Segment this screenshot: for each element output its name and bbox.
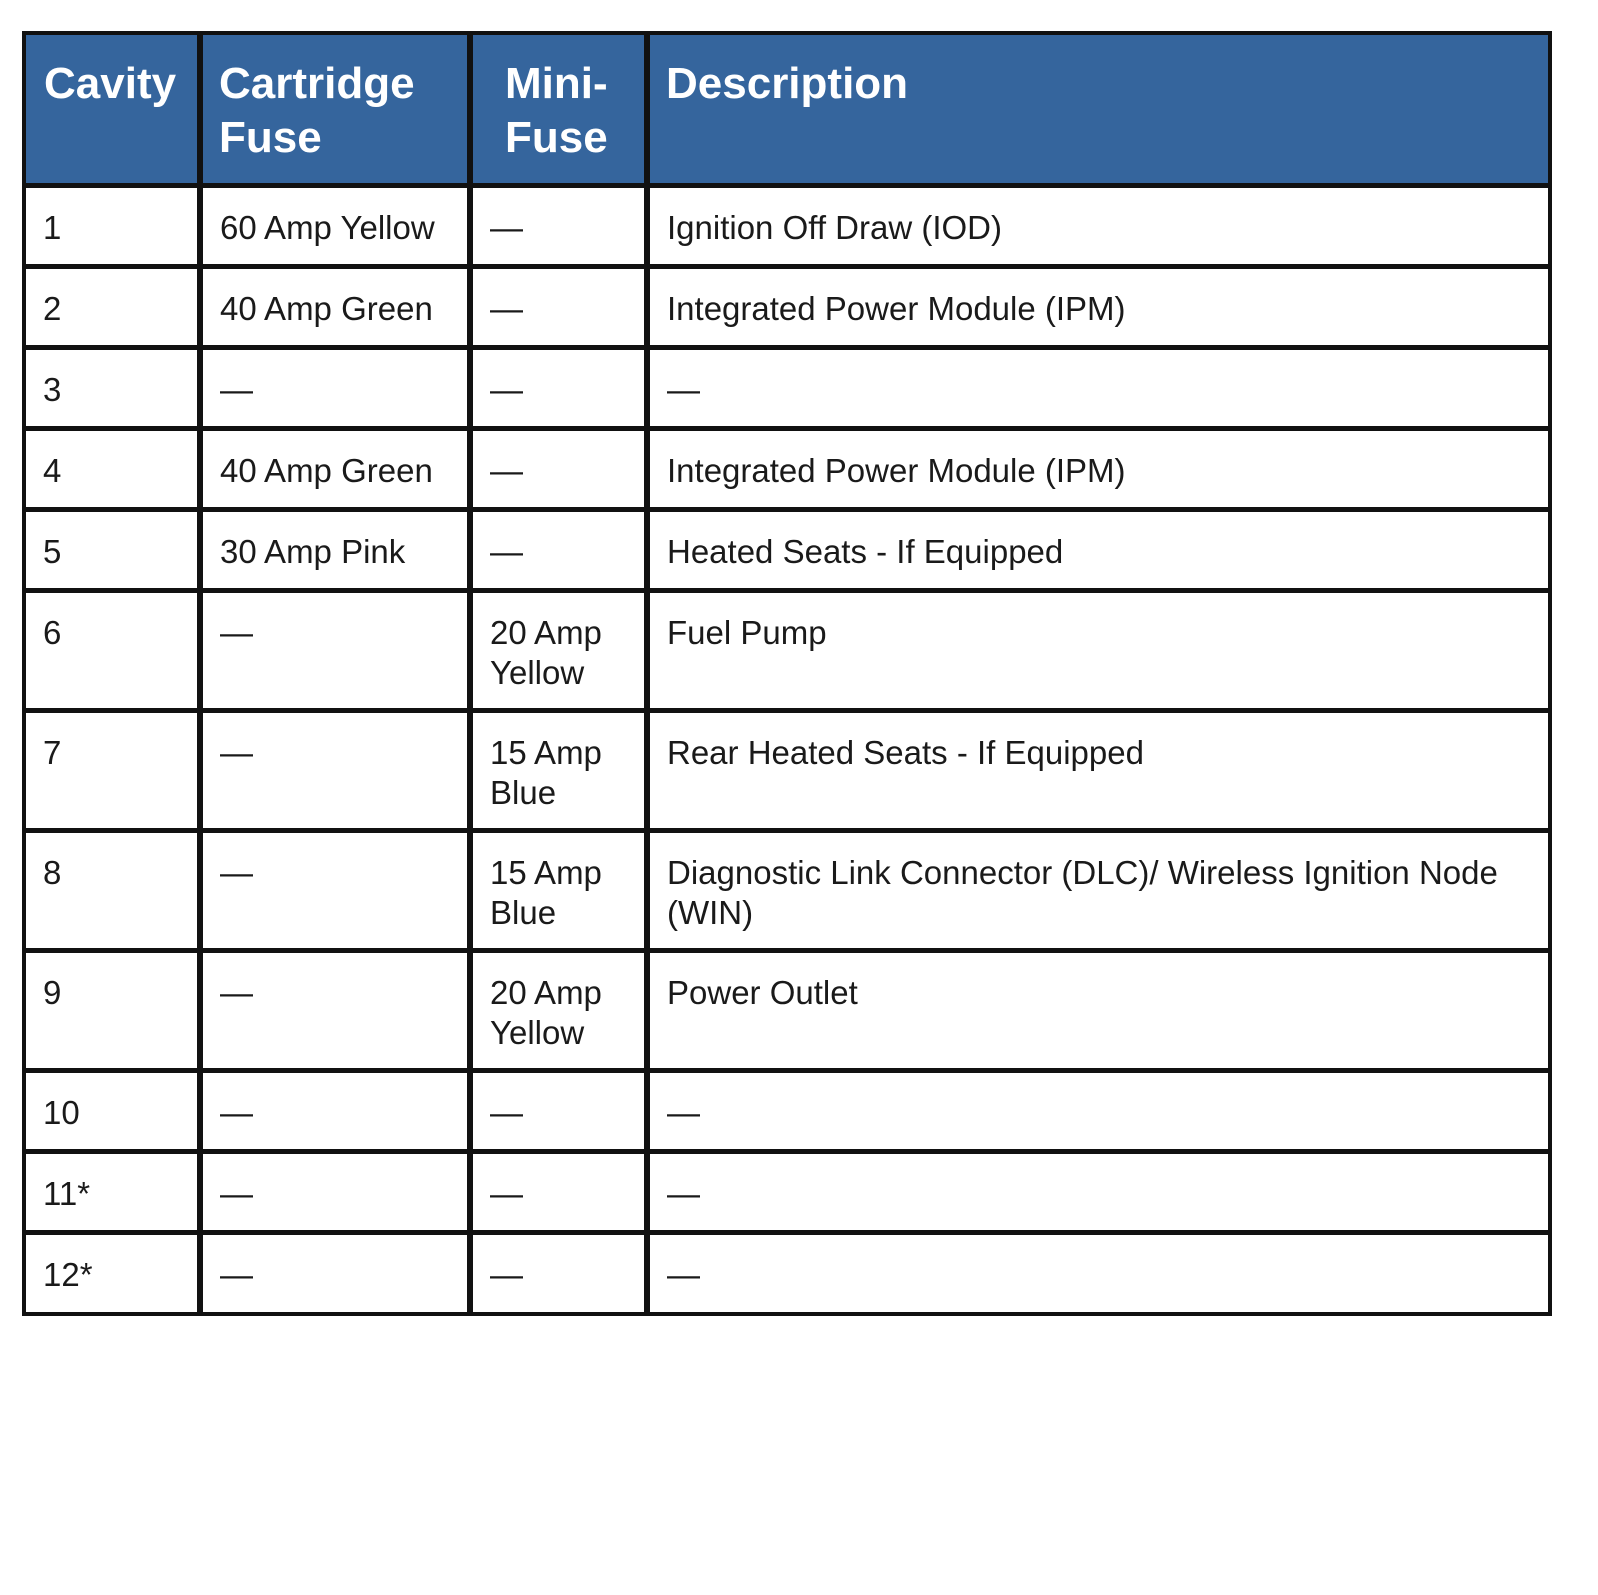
table-row (24, 1152, 1550, 1233)
cell-cavity: 1 (24, 186, 200, 267)
table-row (24, 591, 1550, 711)
cell-mini-fuse: — (470, 510, 647, 591)
table-row (24, 1071, 1550, 1152)
table-row (24, 186, 1550, 267)
cell-description: Rear Heated Seats - If Equipped (647, 711, 1550, 831)
cell-description: Heated Seats - If Equipped (647, 510, 1550, 591)
cell-cavity: 6 (24, 591, 200, 711)
table-row (24, 951, 1550, 1071)
table-row (24, 1233, 1550, 1314)
header-cavity: Cavity (24, 33, 200, 186)
cell-cavity: 9 (24, 951, 200, 1071)
cell-cavity: 12* (24, 1233, 200, 1314)
cell-cartridge-fuse: — (200, 348, 470, 429)
cell-description: Ignition Off Draw (IOD) (647, 186, 1550, 267)
cell-cavity: 3 (24, 348, 200, 429)
table-row (24, 510, 1550, 591)
header-cartridge-fuse: Cartridge Fuse (200, 33, 470, 186)
cell-mini-fuse: — (470, 1152, 647, 1233)
cell-cavity: 8 (24, 831, 200, 951)
cell-description: Power Outlet (647, 951, 1550, 1071)
fuse-table (22, 31, 1552, 1316)
cell-cartridge-fuse: — (200, 591, 470, 711)
cell-mini-fuse: — (470, 267, 647, 348)
table-row (24, 267, 1550, 348)
cell-mini-fuse: — (470, 429, 647, 510)
cell-mini-fuse: 15 Amp Blue (470, 711, 647, 831)
header-description: Description (647, 33, 1550, 186)
cell-cavity: 4 (24, 429, 200, 510)
cell-description: — (647, 1071, 1550, 1152)
cell-mini-fuse: — (470, 1071, 647, 1152)
cell-cartridge-fuse: 30 Amp Pink (200, 510, 470, 591)
cell-mini-fuse: — (470, 348, 647, 429)
cell-description: Diagnostic Link Connector (DLC)/ Wireless Ignition Node (WIN) (647, 831, 1550, 951)
cell-cartridge-fuse: 40 Amp Green (200, 429, 470, 510)
cell-description: Integrated Power Module (IPM) (647, 429, 1550, 510)
cell-cartridge-fuse: — (200, 1233, 470, 1314)
cell-description: Fuel Pump (647, 591, 1550, 711)
table-row (24, 831, 1550, 951)
cell-mini-fuse: 15 Amp Blue (470, 831, 647, 951)
cell-description: — (647, 1233, 1550, 1314)
table-row (24, 348, 1550, 429)
cell-cavity: 5 (24, 510, 200, 591)
cell-mini-fuse: 20 Amp Yellow (470, 951, 647, 1071)
table-row (24, 711, 1550, 831)
cell-cavity: 2 (24, 267, 200, 348)
cell-cartridge-fuse: — (200, 711, 470, 831)
cell-cartridge-fuse: 60 Amp Yellow (200, 186, 470, 267)
cell-mini-fuse: — (470, 186, 647, 267)
cell-cartridge-fuse: — (200, 831, 470, 951)
cell-mini-fuse: 20 Amp Yellow (470, 591, 647, 711)
cell-cartridge-fuse: — (200, 1152, 470, 1233)
cell-cartridge-fuse: — (200, 951, 470, 1071)
table-row (24, 429, 1550, 510)
cell-mini-fuse: — (470, 1233, 647, 1314)
cell-description: Integrated Power Module (IPM) (647, 267, 1550, 348)
header-mini-fuse: Mini-Fuse (470, 33, 647, 186)
cell-cavity: 11* (24, 1152, 200, 1233)
cell-cavity: 10 (24, 1071, 200, 1152)
cell-description: — (647, 348, 1550, 429)
cell-description: — (647, 1152, 1550, 1233)
cell-cartridge-fuse: 40 Amp Green (200, 267, 470, 348)
header-row (24, 33, 1550, 186)
cell-cartridge-fuse: — (200, 1071, 470, 1152)
cell-cavity: 7 (24, 711, 200, 831)
